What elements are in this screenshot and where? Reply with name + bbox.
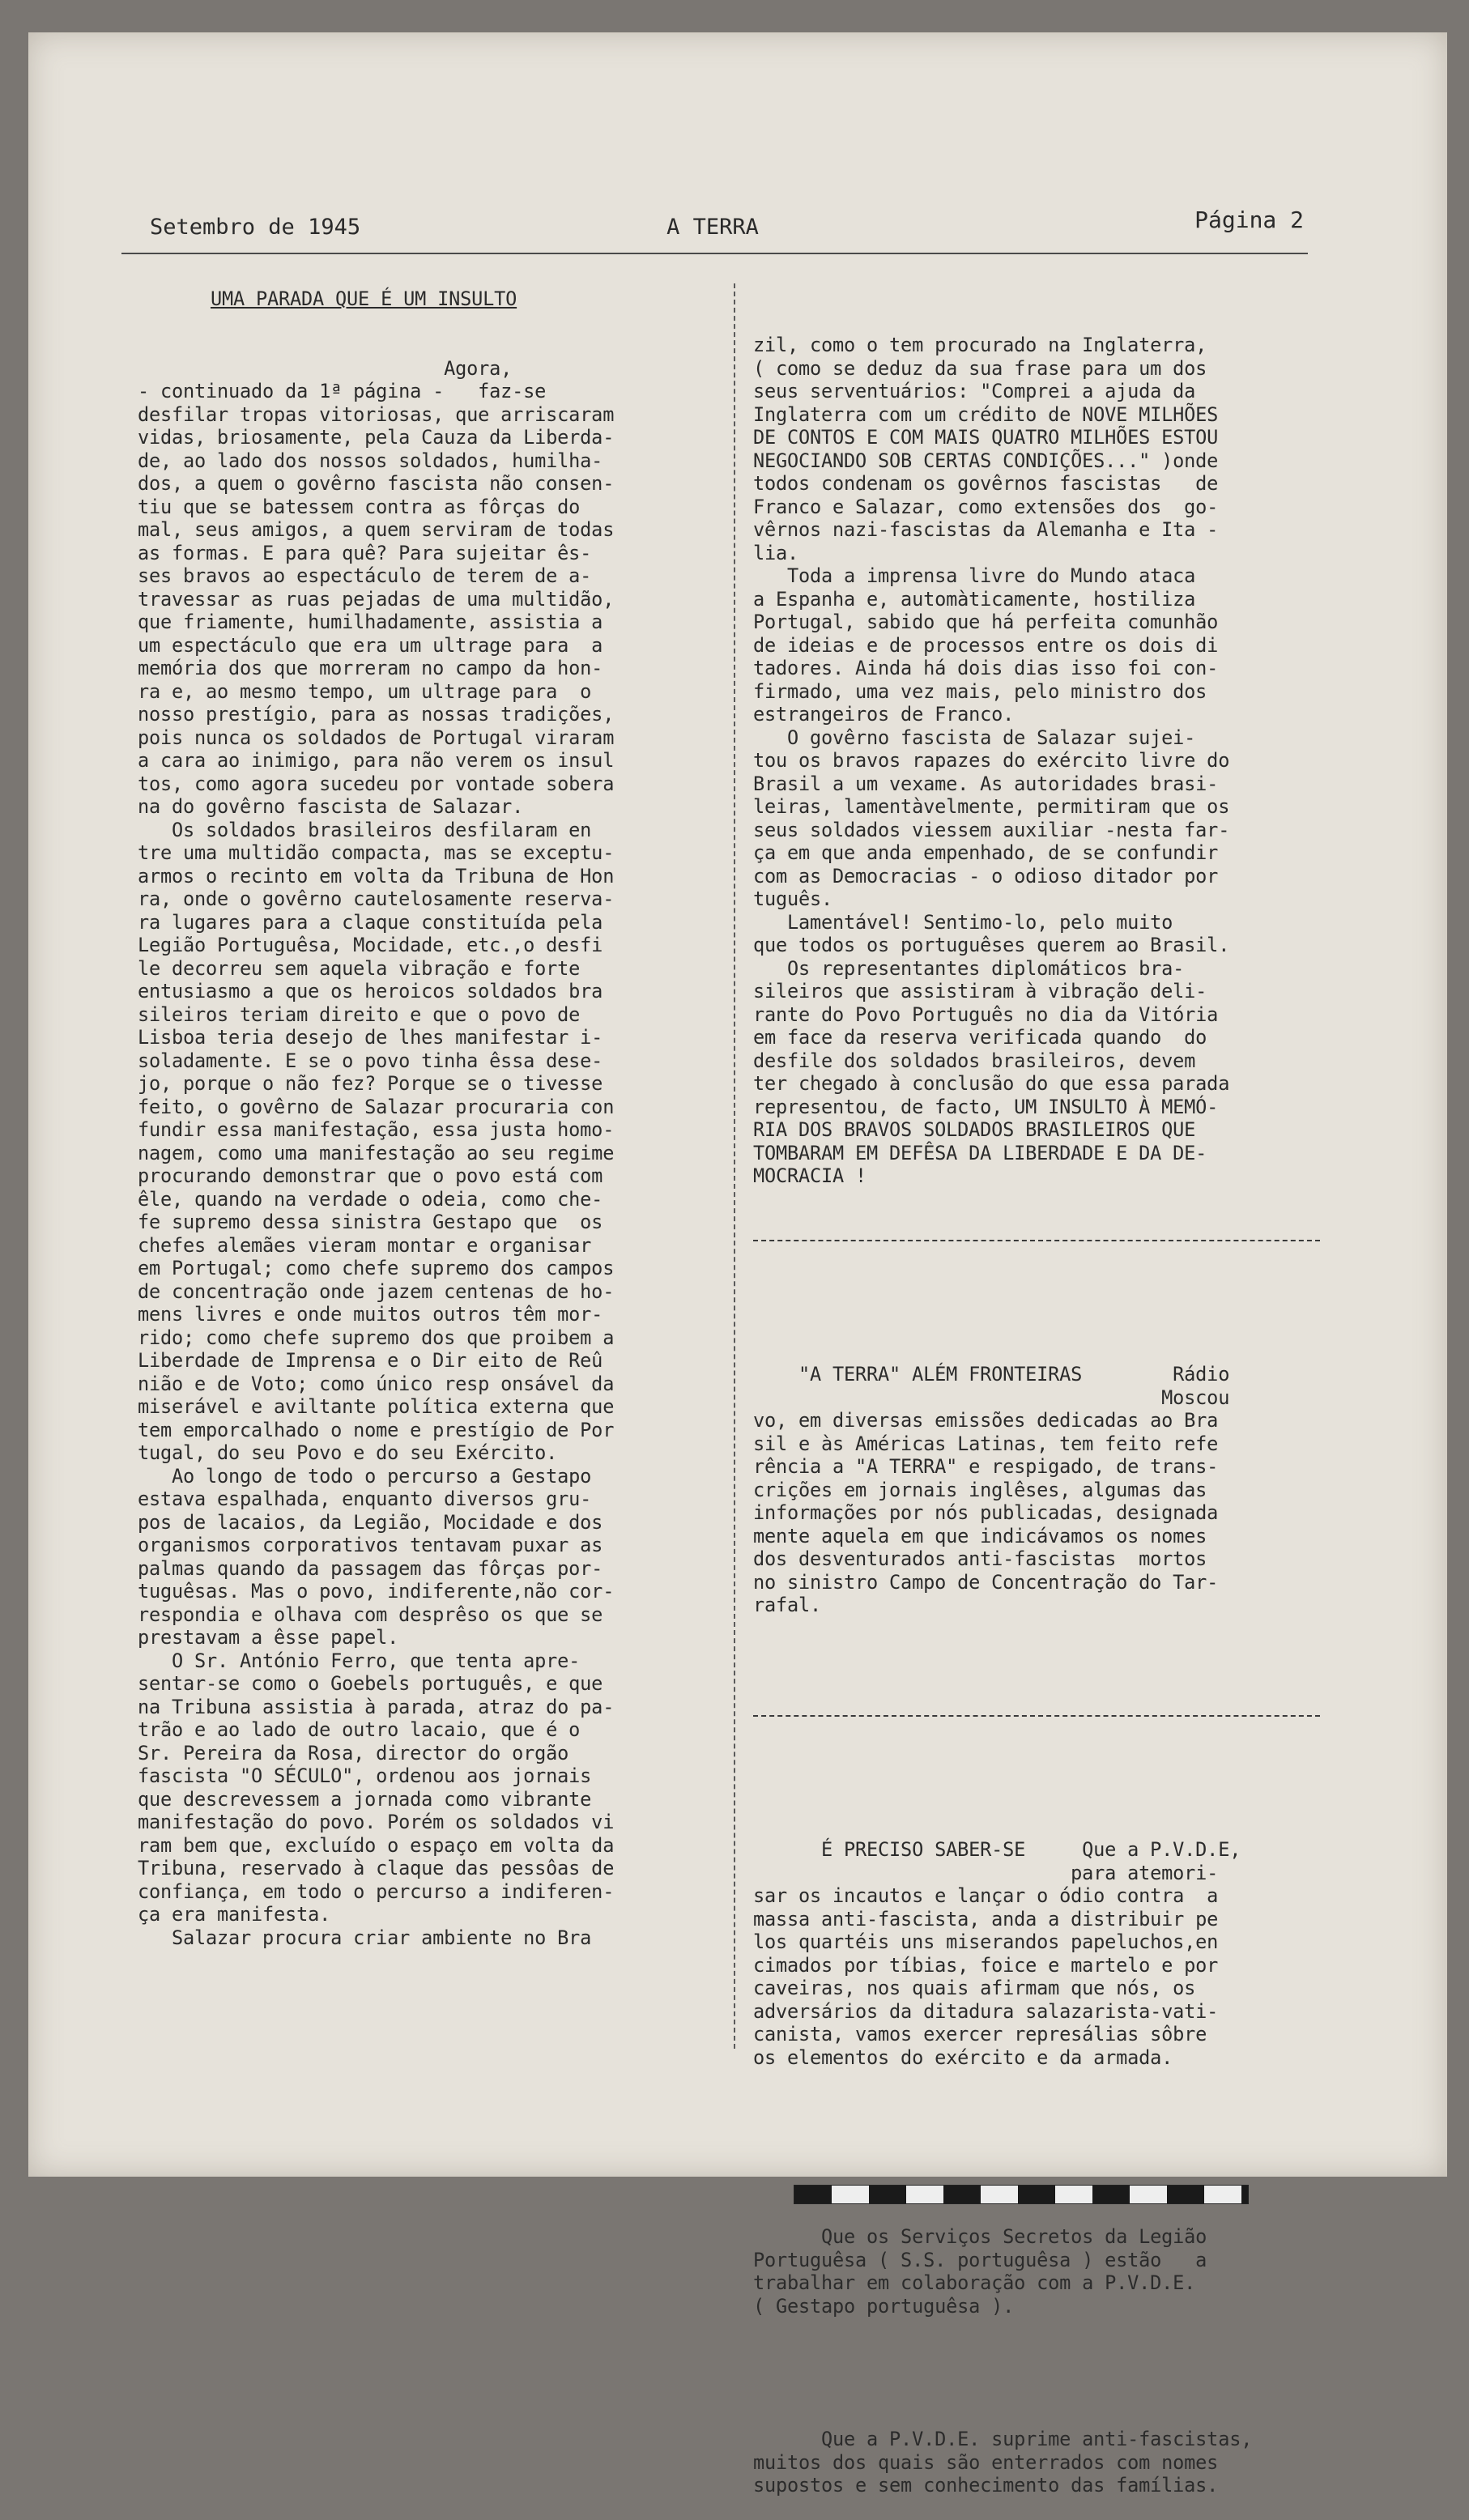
scale-ruler	[794, 2185, 1249, 2204]
column-divider	[734, 283, 735, 2049]
section-body-saber: É PRECISO SABER-SE Que a P.V.D.E, para atemori- sar os incautos e lançar o ódio contra a massa anti-fascista, anda a distribuir pe los quartéis uns miserandos papeluchos,en cimados por tíbias, foice e martelo e por caveiras, nos quais afirmam que nós, os adversários da ditadura salazarista-vati- canista, vamos exercer represálias sôbre os elementos do exército e da armada.	[753, 1838, 1241, 2069]
header-rule	[121, 253, 1308, 254]
section-body-fronteiras: "A TERRA" ALÉM FRONTEIRAS Rádio Moscou vo, em diversas emissões dedicadas ao Bra sil e às Américas Latinas, tem feito refe rência a "A TERRA" e respigado, de trans- crições em jornais inglêses, algumas das informações por nós publicadas, designada mente aquela em que indicávamos os nomes dos desventurados anti-fascistas mortos no sinistro Campo de Concentração do Tar- rafal.	[753, 1363, 1230, 1616]
section-headline-saber	[822, 1769, 1026, 1793]
article-body: Agora, - continuado da 1ª página - faz-se desfilar tropas vitoriosas, que arriscaram vidas, briosamente, pela Cauza da Liberda- de, ao lado dos nossos soldados, humilha- dos, a quem o govêrno fascista não consen- tiu que se batessem contra as fôrças do mal, seus amigos, a quem serviram de todas as formas. E para quê? Para sujeitar ês- ses bravos ao espectáculo de terem de a- travessar as ruas pejadas de uma multidão, que friamente, humilhadamente, assistia a um espectáculo que era um ultrage para a memória dos que morreram no campo da hon- ra e, ao mesmo tempo, um ultrage para o nosso prestígio, para as nossas tradições, pois nunca os soldados de Portugal viraram a cara ao inimigo, para não verem os insul tos, como agora sucedeu por vontade sobera na do govêrno fascista de Salazar. Os soldados brasileiros desfilaram en tre uma multidão compacta, mas se exceptu- armos o recinto em volta da Tribuna de Hon ra, onde o govêrno cautelosamente reserva- ra lugares para a claque constituída pela Legião Portuguêsa, Mocidade, etc.,o desfi le decorreu sem aquela vibração e forte entusiasmo a que os heroicos soldados bra sileiros teriam direito e que o povo de Lisboa teria desejo de lhes manifestar i- soladamente. E se o povo tinha êssa dese- jo, porque o não fez? Porque se o tivesse feito, o govêrno de Salazar procuraria con fundir essa manifestação, essa justa homo- nagem, como uma manifestação ao seu regime procurando demonstrar que o povo está com êle, quando na verdade o odeia, como che- fe supremo dessa sinistra Gestapo que os chefes alemães vieram montar e organisar em Portugal; como chefe supremo dos campos de concentração onde jazem centenas de ho- mens livres e onde muitos outros têm mor- rido; como chefe supremo dos que proibem a Liberdade de Imprensa e o Dir eito de Reû nião e de Voto; como único resp onsável da miserável e aviltante política externa que tem emporcalhado o nome e prestígio de Por tugal, do seu Povo e do seu Exército. Ao longo de todo o percurso a Gestapo estava espalhada, enquanto diversos gru- pos de lacaios, da Legião, Mocidade e dos organismos corporativos tentavam puxar as palmas quando da passagem das fôrças por- tuguêsas. Mas o povo, indiferente,não cor- respondia e olhava com desprêso os que se prestavam a êsse papel. O Sr. António Ferro, que tenta apre- sentar-se como o Goebels português, e que na Tribuna assistia à parada, atraz do pa- trão e ao lado de outro lacaio, que é o Sr. Pereira da Rosa, director do orgão fascista "O SÉCULO", ordenou aos jornais que descrevessem a jornada como vibrante manifestação do povo. Porém os soldados vi ram bem que, excluído o espaço em volta da Tribuna, reservado à claque das pessôas de confiança, em todo o percurso a indiferen- ça era manifesta. Salazar procura criar ambiente no Bra	[138, 356, 615, 1949]
newspaper-title: A TERRA	[666, 215, 759, 240]
article-continuation: zil, como o tem procurado na Inglaterra, ( como se deduz da sua frase para um dos seus serventuários: "Comprei a ajuda da Inglaterra com um crédito de NOVE MILHÕES DE CONTOS E COM MAIS QUATRO MILHÕES ESTOU NEGOCIANDO SOB CERTAS CONDIÇÕES..." )onde todos condenam os govêrnos fascistas de Franco e Salazar, como extensões dos go- vêrnos nazi-fascistas da Alemanha e Ita - lia. Toda a imprensa livre do Mundo ataca a Espanha e, automàticamente, hostiliza Portugal, sabido que há perfeita comunhão de ideias e de processos entre os dois di tadores. Ainda há dois dias isso foi con- firmado, uma vez mais, pelo ministro dos estrangeiros de Franco. O govêrno fascista de Salazar sujei- tou os bravos rapazes do exército livre do Brasil a um vexame. As autoridades brasi- leiras, lamentàvelmente, permitiram que os seus soldados viessem auxiliar -nesta far- ça em que anda empenhado, de se confundir com as Democracias - o odioso ditador por tuguês. Lamentável! Sentimo-lo, pelo muito que todos os portuguêses querem ao Brasil. Os representantes diplomáticos bra- sileiros que assistiram à vibração deli- rante do Povo Português no dia da Vitória em face da reserva verificada quando do desfile dos soldados brasileiros, devem ter chegado à conclusão do que essa parada representou, de facto, UM INSULTO À MEMÓ- RIA DOS BRAVOS SOLDADOS BRASILEIROS QUE TOMBARAM EM DEFÊSA DA LIBERDADE E DA DE- MOCRACIA !	[753, 334, 1230, 1187]
article-headline: UMA PARADA QUE É UM INSULTO	[211, 287, 517, 310]
left-column	[138, 287, 721, 1973]
paragraph-pvde: Que a P.V.D.E. suprime anti-fascistas, muitos dos quais são enterrados com nomes supostos e sem conhecimento das famílias.	[753, 2428, 1253, 2497]
section-divider	[753, 1240, 1320, 1241]
paragraph-servicos-secretos: Que os Serviços Secretos da Legião Portuguêsa ( S.S. portuguêsa ) estão a trabalhar em colaboração com a P.V.D.E. ( Gestapo portuguêsa ).	[753, 2225, 1207, 2318]
issue-date: Setembro de 1945	[150, 215, 361, 240]
section-headline-fronteiras	[811, 1294, 1094, 1317]
section-divider	[753, 1715, 1320, 1717]
page-number: Página 2	[1194, 206, 1304, 233]
page-header	[121, 206, 1304, 255]
